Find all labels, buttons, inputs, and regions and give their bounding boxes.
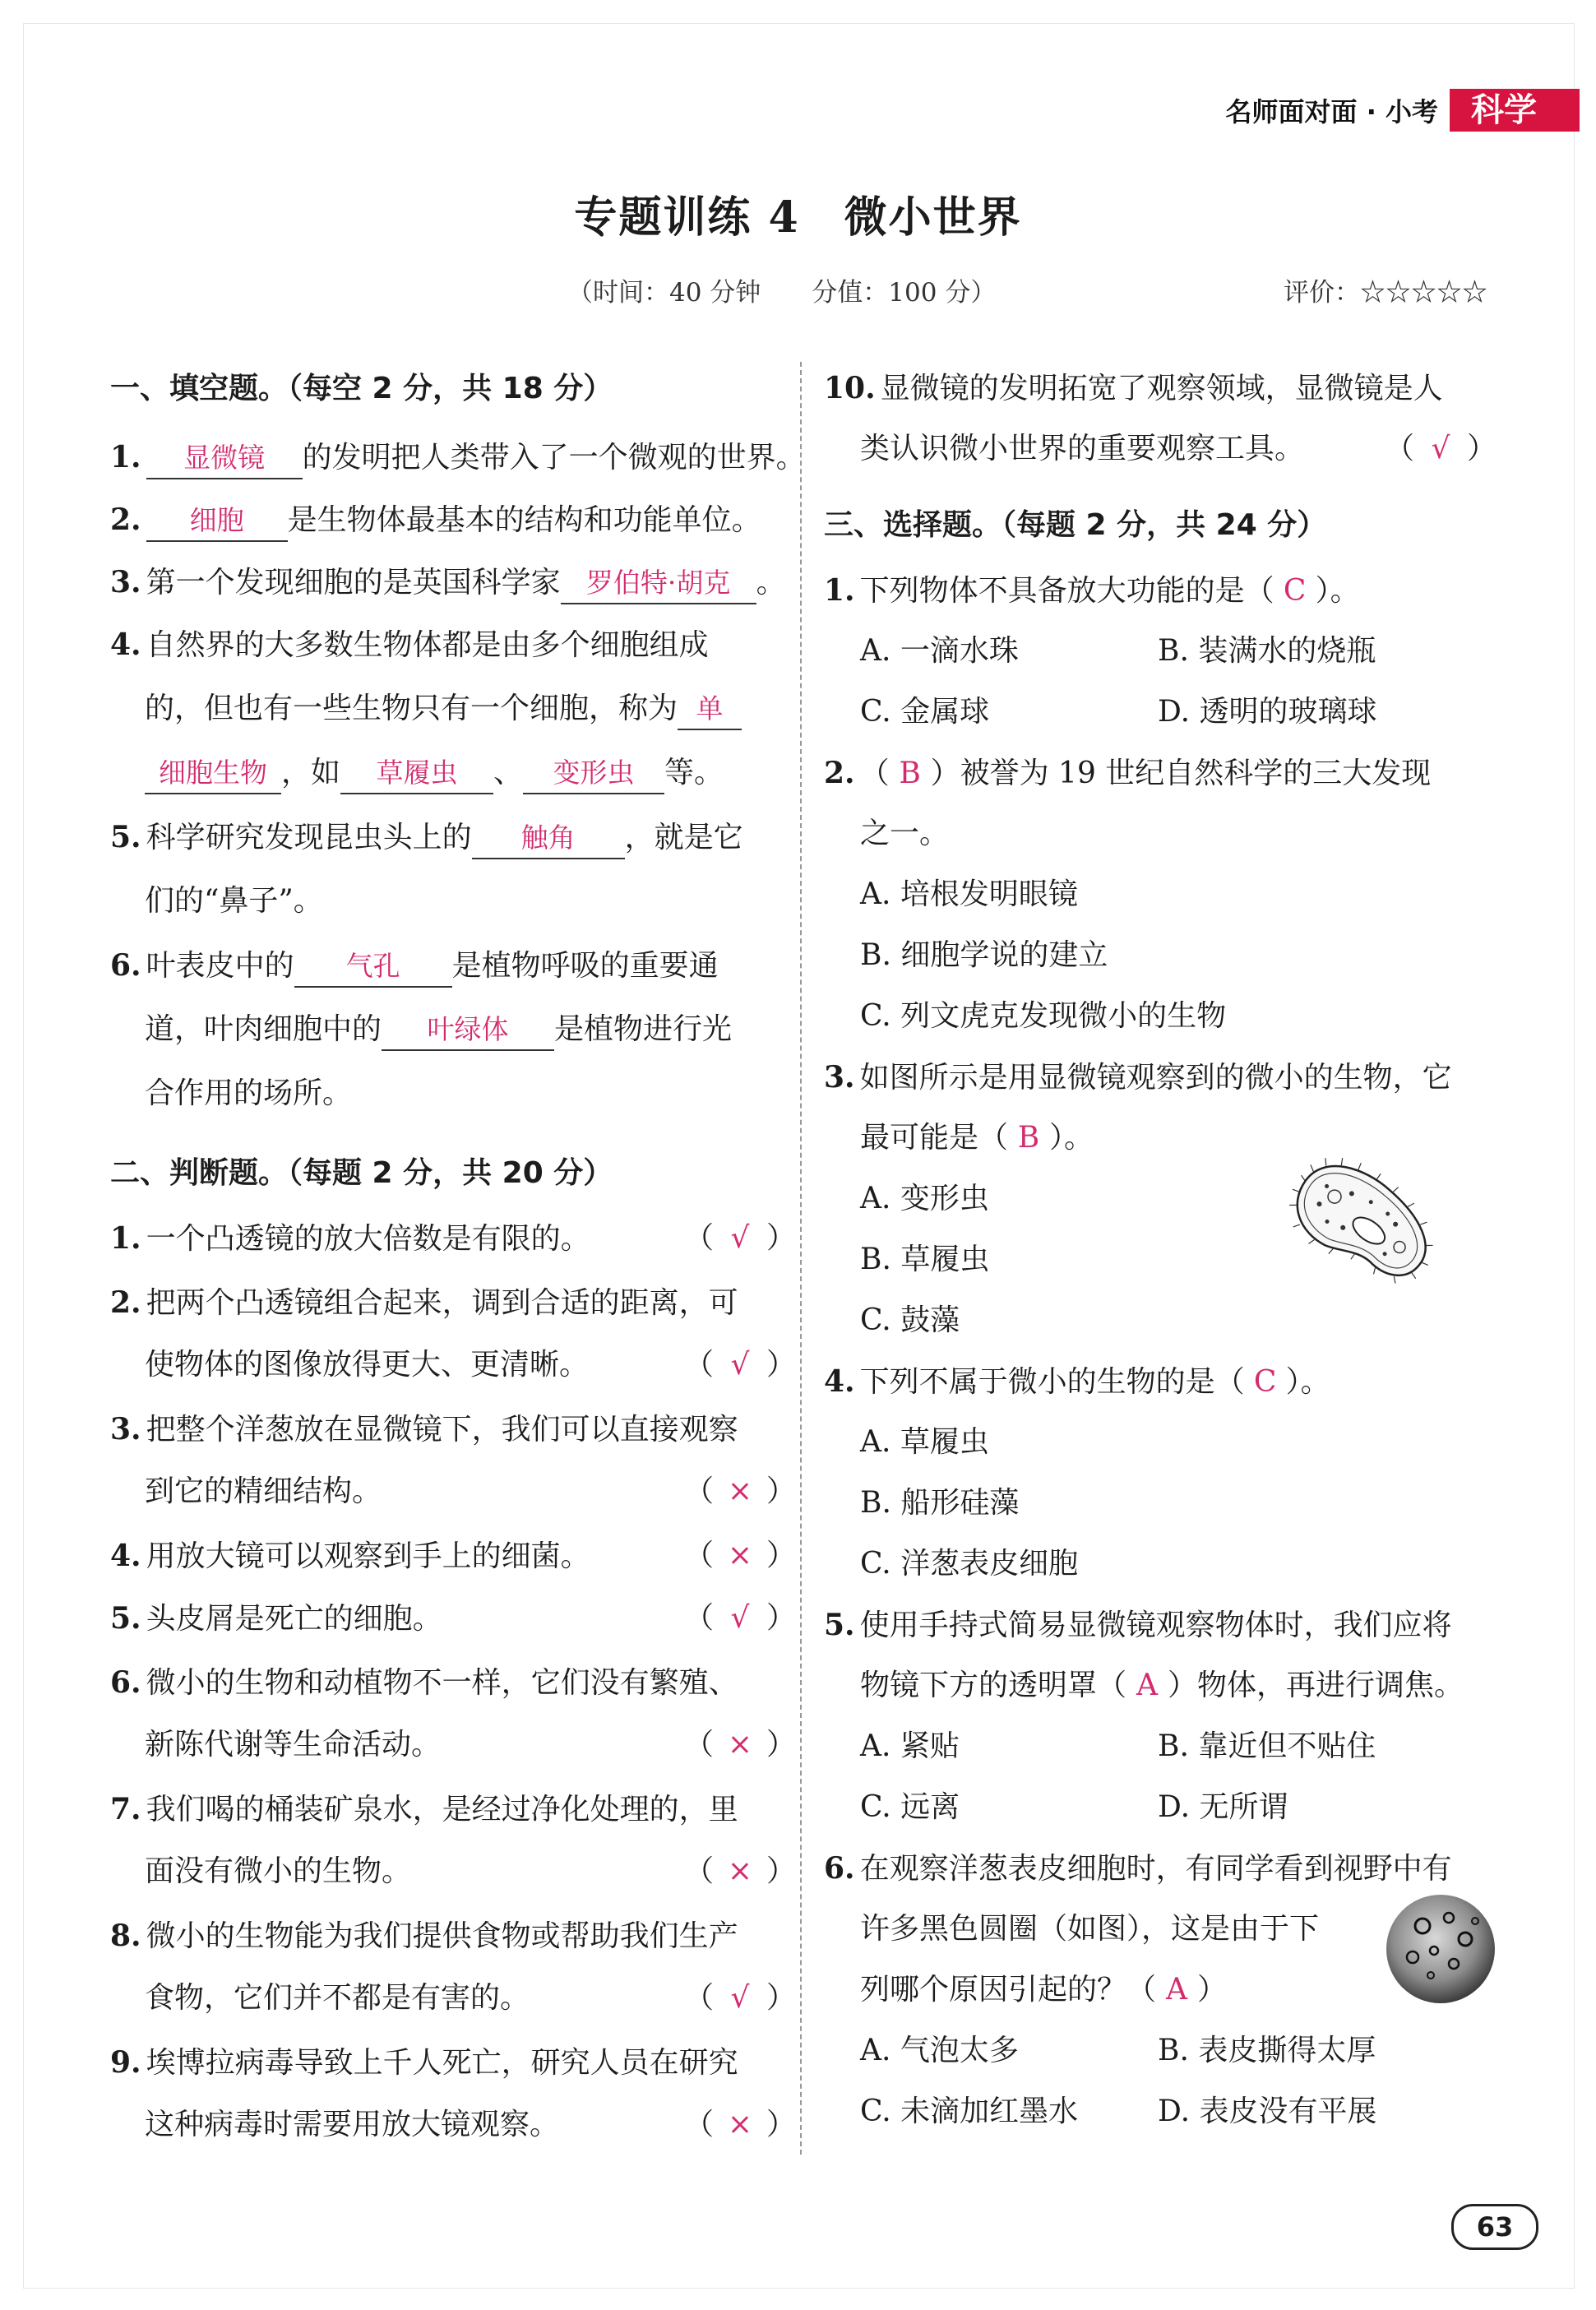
judge-mark: （ × ） — [683, 1539, 796, 1572]
judge-mark: （ √ ） — [683, 1221, 796, 1255]
answer: B — [1017, 1121, 1040, 1155]
choice-q2: 2. （ B ）被誉为 19 世纪自然科学的三大发现 — [824, 753, 1431, 794]
option-a: A. 变形虫 — [860, 1182, 989, 1215]
answer: A — [1166, 1973, 1188, 2007]
choice-q1: 1. 下列物体不具备放大功能的是（ C ）。 — [824, 571, 1360, 611]
option-a: A. 草履虫 — [860, 1425, 989, 1459]
column-divider — [800, 362, 802, 2155]
option-a: A. 紧贴 — [860, 1729, 960, 1763]
judge-mark: （ × ） — [683, 1854, 796, 1888]
option-b: B. 装满水的烧瓶 — [1158, 634, 1376, 668]
option-c: C. 鼓藻 — [860, 1303, 960, 1337]
judge-q6: 6. 微小的生物和动植物不一样，它们没有繁殖、 — [110, 1665, 738, 1700]
page-title: 专题训练 4 微小世界 — [574, 192, 1022, 243]
answer: C — [1253, 1365, 1277, 1399]
option-d: D. 透明的玻璃球 — [1158, 695, 1377, 729]
fill-q6-line2: 道，叶肉细胞中的 叶绿体 是植物进行光 — [145, 1010, 732, 1051]
option-c: C. 未滴加红墨水 — [860, 2095, 1079, 2128]
choice-q6: 6. 在观察洋葱表皮细胞时，有同学看到视野中有 — [824, 1851, 1452, 1886]
choice-q6-line3: 列哪个原因引起的？（ A ） — [860, 1970, 1227, 2010]
judge-q2: 2. 把两个凸透镜组合起来，调到合适的距离，可 — [110, 1285, 738, 1320]
header — [1226, 89, 1580, 132]
judge-q1: 1. 一个凸透镜的放大倍数是有限的。 — [110, 1221, 590, 1256]
option-b: B. 草履虫 — [860, 1243, 990, 1276]
paramecium-illustration — [1276, 1143, 1449, 1299]
option-c: C. 金属球 — [860, 695, 990, 729]
judge-q8-line2: 食物，它们并不都是有害的。 — [145, 1981, 530, 2015]
judge-q4: 4. 用放大镜可以观察到手上的细菌。 — [110, 1539, 590, 1573]
page-number: 63 — [1451, 2204, 1538, 2250]
judge-mark: （ √ ） — [683, 1981, 796, 2015]
answer-blank: 气孔 — [294, 947, 452, 988]
fill-q5: 5. 科学研究发现昆虫头上的 触角 ，就是它 — [110, 817, 743, 859]
answer-blank: 罗伯特·胡克 — [561, 563, 756, 604]
time-score-info: （时间：40 分钟 分值：100 分） — [567, 278, 997, 308]
fill-q4: 4. 自然界的大多数生物体都是由多个细胞组成 — [110, 627, 709, 662]
judge-mark: （ × ） — [683, 1728, 796, 1761]
option-d: D. 表皮没有平展 — [1158, 2095, 1377, 2128]
judge-q6-line2: 新陈代谢等生命活动。 — [145, 1728, 442, 1761]
option-c: C. 洋葱表皮细胞 — [860, 1547, 1079, 1581]
judge-q5: 5. 头皮屑是死亡的细胞。 — [110, 1601, 442, 1636]
subject-tag: 科学 — [1450, 89, 1580, 132]
judge-mark: （ √ ） — [683, 1601, 796, 1635]
judge-q9-line2: 这种病毒时需要用放大镜观察。 — [145, 2108, 560, 2141]
judge-mark: （ √ ） — [1384, 432, 1497, 465]
option-b: B. 表皮撕得太厚 — [1158, 2034, 1376, 2067]
choice-q3-line2: 最可能是（ B ）。 — [860, 1118, 1094, 1158]
option-c: C. 远离 — [860, 1790, 960, 1824]
answer-blank: 草履虫 — [340, 753, 493, 794]
judge-q3-line2: 到它的精细结构。 — [145, 1474, 382, 1508]
judge-q10-line2: 类认识微小世界的重要观察工具。 — [860, 432, 1305, 465]
answer-blank: 叶绿体 — [382, 1010, 554, 1051]
judge-q9: 9. 埃博拉病毒导致上千人死亡，研究人员在研究 — [110, 2045, 738, 2080]
choice-q4: 4. 下列不属于微小的生物的是（ C ）。 — [824, 1362, 1330, 1402]
fill-q1: 1. 显微镜 的发明把人类带入了一个微观的世界。 — [110, 437, 806, 479]
judge-mark: （ × ） — [683, 1474, 796, 1508]
microscope-field-illustration — [1383, 1891, 1498, 2007]
option-a: A. 一滴水珠 — [860, 634, 1019, 668]
fill-q2: 2. 细胞 是生物体最基本的结构和功能单位。 — [110, 500, 761, 542]
judge-q7: 7. 我们喝的桶装矿泉水，是经过净化处理的，里 — [110, 1792, 738, 1826]
option-c: C. 列文虎克发现微小的生物 — [860, 999, 1227, 1033]
option-d: D. 无所谓 — [1158, 1790, 1288, 1824]
choice-q3: 3. 如图所示是用显微镜观察到的微小的生物，它 — [824, 1060, 1452, 1095]
option-a: A. 气泡太多 — [860, 2034, 1019, 2067]
answer-blank: 触角 — [472, 818, 625, 859]
option-b: B. 细胞学说的建立 — [860, 938, 1108, 972]
judge-q8: 8. 微小的生物能为我们提供食物或帮助我们生产 — [110, 1919, 738, 1953]
judge-mark: （ × ） — [683, 2108, 796, 2141]
judge-q10: 10. 显微镜的发明拓宽了观察领域，显微镜是人 — [824, 371, 1443, 405]
fill-q3: 3. 第一个发现细胞的是英国科学家 罗伯特·胡克 。 — [110, 562, 786, 604]
fill-q6-line3: 合作用的场所。 — [145, 1076, 353, 1110]
option-a: A. 培根发明眼镜 — [860, 877, 1078, 911]
answer-blank: 变形虫 — [523, 753, 664, 794]
section-heading-choice: 三、选择题。（每题 2 分，共 24 分） — [824, 508, 1327, 542]
choice-q2-line2: 之一。 — [860, 817, 950, 850]
section-heading-judge: 二、判断题。（每题 2 分，共 20 分） — [110, 1156, 613, 1190]
answer-blank: 单 — [678, 689, 742, 730]
fill-q4-line2: 的，但也有一些生物只有一个细胞，称为 单 — [145, 689, 742, 730]
fill-q6: 6. 叶表皮中的 气孔 是植物呼吸的重要通 — [110, 946, 719, 988]
judge-mark: （ √ ） — [683, 1348, 796, 1382]
judge-q7-line2: 面没有微小的生物。 — [145, 1854, 412, 1888]
answer: B — [899, 757, 921, 790]
rating-stars: 评价：☆☆☆☆☆ — [1284, 278, 1487, 308]
answer-blank: 细胞 — [146, 501, 288, 542]
header-brand: 名师面对面 · 小考 — [1225, 96, 1438, 127]
option-b: B. 靠近但不贴住 — [1158, 1729, 1376, 1763]
answer: A — [1136, 1669, 1159, 1702]
answer: C — [1283, 574, 1307, 608]
choice-q5-line2: 物镜下方的透明罩（ A ）物体，再进行调焦。 — [860, 1666, 1464, 1706]
fill-q5-line2: 们的“鼻子”。 — [145, 884, 323, 918]
judge-q2-line2: 使物体的图像放得更大、更清晰。 — [145, 1348, 590, 1382]
answer-blank: 细胞生物 — [145, 753, 281, 794]
section-heading-fill: 一、填空题。（每空 2 分，共 18 分） — [110, 372, 613, 405]
fill-q4-line3: 细胞生物 ，如 草履虫 、 变形虫 等。 — [145, 753, 724, 794]
answer-blank: 显微镜 — [146, 438, 303, 479]
choice-q6-line2: 许多黑色圆圈（如图），这是由于下 — [860, 1912, 1320, 1946]
judge-q3: 3. 把整个洋葱放在显微镜下，我们可以直接观察 — [110, 1412, 738, 1447]
option-b: B. 船形硅藻 — [860, 1486, 1020, 1520]
choice-q5: 5. 使用手持式简易显微镜观察物体时，我们应将 — [824, 1608, 1452, 1642]
